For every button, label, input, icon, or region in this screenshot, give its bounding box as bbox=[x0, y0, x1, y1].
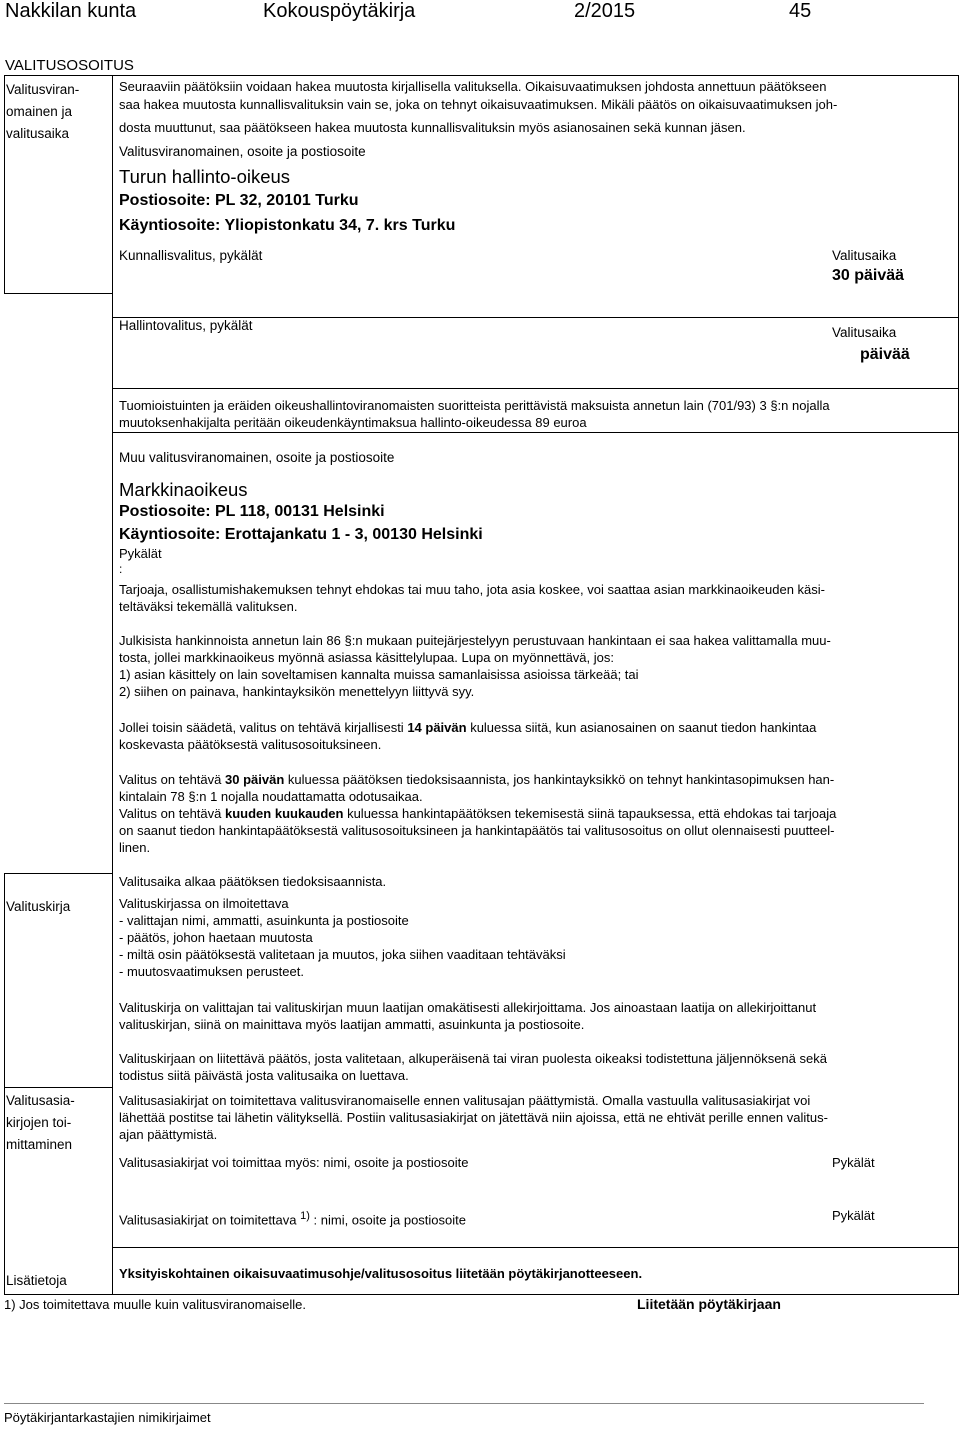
fees-text: Tuomioistuinten ja eräiden oikeushallintoviranomaisten suoritteista perittävistä maksuista annetun lain (701/93) 3 §:n nojalla muutoksenhakijalta peritään oikeudenkäyntimaksua hallinto-oikeudessa 89 euroa bbox=[119, 398, 830, 430]
appeal-letter-list: Valituskirjassa on ilmoitettava - valittajan nimi, ammatti, asuinkunta ja postiosoite - päätös, johon haetaan muutosta - miltä osin päätöksestä valitetaan ja muutos, joka siihen vaaditaan tehtäväksi - muutosvaatimuksen perusteet. bbox=[119, 896, 566, 979]
frame-left-bottom-line bbox=[4, 293, 113, 294]
signature-label: Pöytäkirjantarkastajien nimikirjaimet bbox=[4, 1410, 211, 1425]
other-authority-name: Markkinaoikeus bbox=[119, 479, 248, 500]
frame-mid-line-lower bbox=[112, 293, 113, 1294]
other-authority-colon: : bbox=[119, 562, 123, 576]
document-number: 2/2015 bbox=[574, 0, 636, 22]
delivery-top-line bbox=[4, 1087, 113, 1088]
signature-line bbox=[4, 1403, 924, 1404]
section-title: VALITUSOSOITUS bbox=[5, 57, 134, 74]
frame-left-line-lower bbox=[4, 873, 5, 1294]
footnote: 1) Jos toimitettava muulle kuin valitusviranomaiselle. bbox=[4, 1297, 307, 1312]
label-more-info: Lisätietoja bbox=[6, 1273, 67, 1288]
label-appeal-authority: Valitusviran- omainen ja valitusaika bbox=[6, 82, 80, 141]
page-number: 45 bbox=[789, 0, 812, 22]
authority-postal-address: Postiosoite: PL 32, 20101 Turku bbox=[119, 192, 359, 209]
municipal-appeal-period-label: Valitusaika bbox=[832, 248, 897, 263]
more-info-text: Yksityiskohtainen oikaisuvaatimusohje/valitusosoitus liitetään pöytäkirjanotteeseen. bbox=[119, 1266, 643, 1281]
market-court-p5: Valitusaika alkaa päätöksen tiedoksisaannista. bbox=[119, 874, 387, 889]
row-divider-3 bbox=[113, 432, 959, 433]
row-divider-4 bbox=[113, 1247, 959, 1248]
appeal-letter-attachments-text: Valituskirjaan on liitettävä päätös, josta valitetaan, alkuperäisenä tai viran puolesta oikeaksi todistettuna jäljennöksenä sekä todistus siitä päivästä josta valitusaika on luettava. bbox=[119, 1051, 827, 1083]
attach-note: Liitetään pöytäkirjaan bbox=[637, 1296, 781, 1312]
delivery-text: Valitusasiakirjat on toimitettava valitusviranomaiselle ennen valitusajan päättymistä. Omalla vastuulla valitusasiakirjat voi lähettää postitse tai lähetin välityksellä. Postiin valitusasiakirjat on jätettävä niin ajoissa, että ne ehtivät perille ennen valitus- ajan päättymistä. bbox=[119, 1093, 828, 1142]
frame-top-line bbox=[4, 75, 959, 76]
label-appeal-letter: Valituskirja bbox=[6, 899, 71, 914]
other-authority-postal: Postiosoite: PL 118, 00131 Helsinki bbox=[119, 503, 385, 520]
other-authority-visiting: Käyntiosoite: Erottajankatu 1 - 3, 00130 Helsinki bbox=[119, 526, 483, 543]
other-authority-sections-label: Pykälät bbox=[119, 546, 162, 561]
label-delivery: Valitusasia- kirjojen toi- mittaminen bbox=[6, 1093, 75, 1152]
document-type: Kokouspöytäkirja bbox=[263, 0, 416, 22]
authority-visiting-address: Käyntiosoite: Yliopistonkatu 34, 7. krs Turku bbox=[119, 217, 456, 234]
authority-name: Turun hallinto-oikeus bbox=[119, 166, 291, 187]
intro-text: Seuraaviin päätöksiin voidaan hakea muutosta kirjallisella valituksella. Oikaisuvaatimuksen johdosta annettuun päätökseen saa hakea muutosta kunnallisvalituksin vain se, joka on tehnyt oikaisuvaatimuksen. Mikäli päätös on oikaisuvaatimuksen joh- dosta muuttunut, saa päätökseen hakea muutosta kunnallisvalituksin myös asianosainen sekä kunnan jäsen. bbox=[119, 79, 838, 135]
delivery-to-label: Valitusasiakirjat on toimitettava $^{1)}$ : nimi, osoite ja postiosoite bbox=[119, 1210, 466, 1228]
municipality-name: Nakkilan kunta bbox=[5, 0, 137, 22]
appeal-letter-top-line bbox=[4, 873, 113, 874]
authority-label: Valitusviranomainen, osoite ja postiosoite bbox=[119, 144, 366, 159]
delivery-also-sections: Pykälät bbox=[832, 1155, 875, 1170]
market-court-p3: Jollei toisin säädetä, valitus on tehtävä kirjallisesti 14 päivän kuluessa siitä, kun asianosainen on saanut tiedon hankintaa koskevasta päätöksestä valitusosoituksineen. bbox=[119, 720, 817, 752]
admin-appeal-period-label: Valitusaika bbox=[832, 325, 897, 340]
appeal-letter-signature-text: Valituskirja on valittajan tai valituskirjan muun laatijan omakätisesti allekirjoittama. Jos ainoastaan laatija on allekirjoittanut valituskirjan, siinä on mainittava myös laatijan ammatti, asuinkunta ja postiosoite. bbox=[119, 1000, 817, 1032]
market-court-p1: Tarjoaja, osallistumishakemuksen tehnyt ehdokas tai muu taho, jota asia koskee, voi saattaa asian markkinaoikeuden käsi- teltäväksi tekemällä valituksen. bbox=[119, 582, 825, 614]
frame-right-line bbox=[958, 75, 959, 1295]
frame-mid-line bbox=[112, 75, 113, 293]
frame-bottom-line bbox=[4, 1294, 959, 1295]
delivery-to-sections: Pykälät bbox=[832, 1208, 875, 1223]
municipal-appeal-label: Kunnallisvalitus, pykälät bbox=[119, 248, 263, 263]
admin-appeal-period: päivää bbox=[860, 346, 910, 363]
market-court-p4: Valitus on tehtävä 30 päivän kuluessa päätöksen tiedoksisaannista, jos hankintayksikkö on tehnyt hankintasopimuksen han- kintalain 78 §:n 1 nojalla noudattamatta odotusaikaa. Valitus on tehtävä kuuden kuukauden kuluessa hankintapäätöksen tekemisestä siinä tapauksessa, että ehdokas tai tarjoaja on saanut tiedon hankintapäätöksestä valitusosoituksineen ja hankintapäätös tai valitusosoitus on ollut olennaisesti puutteel- linen. bbox=[119, 772, 837, 855]
admin-appeal-label: Hallintovalitus, pykälät bbox=[119, 318, 253, 333]
delivery-also-label: Valitusasiakirjat voi toimittaa myös: nimi, osoite ja postiosoite bbox=[119, 1155, 469, 1170]
frame-left-line bbox=[4, 75, 5, 293]
other-authority-label: Muu valitusviranomainen, osoite ja postiosoite bbox=[119, 450, 395, 465]
market-court-p2: Julkisista hankinnoista annetun lain 86 §:n mukaan puitejärjestelyyn perustuvaan hankintaan ei saa hakea valittamalla muu- tosta, jollei markkinaoikeus myönnä asiassa käsittelylupaa. Lupa on myönnettävä, jos: 1) asian käsittely on lain soveltamisen kannalta muissa samanlaisissa asioissa tärkeää; tai 2) siihen on painava, hankintayksikön menettelyyn liittyvä syy. bbox=[119, 633, 831, 699]
row-divider-2 bbox=[113, 388, 959, 389]
municipal-appeal-period: 30 päivää bbox=[832, 267, 905, 284]
